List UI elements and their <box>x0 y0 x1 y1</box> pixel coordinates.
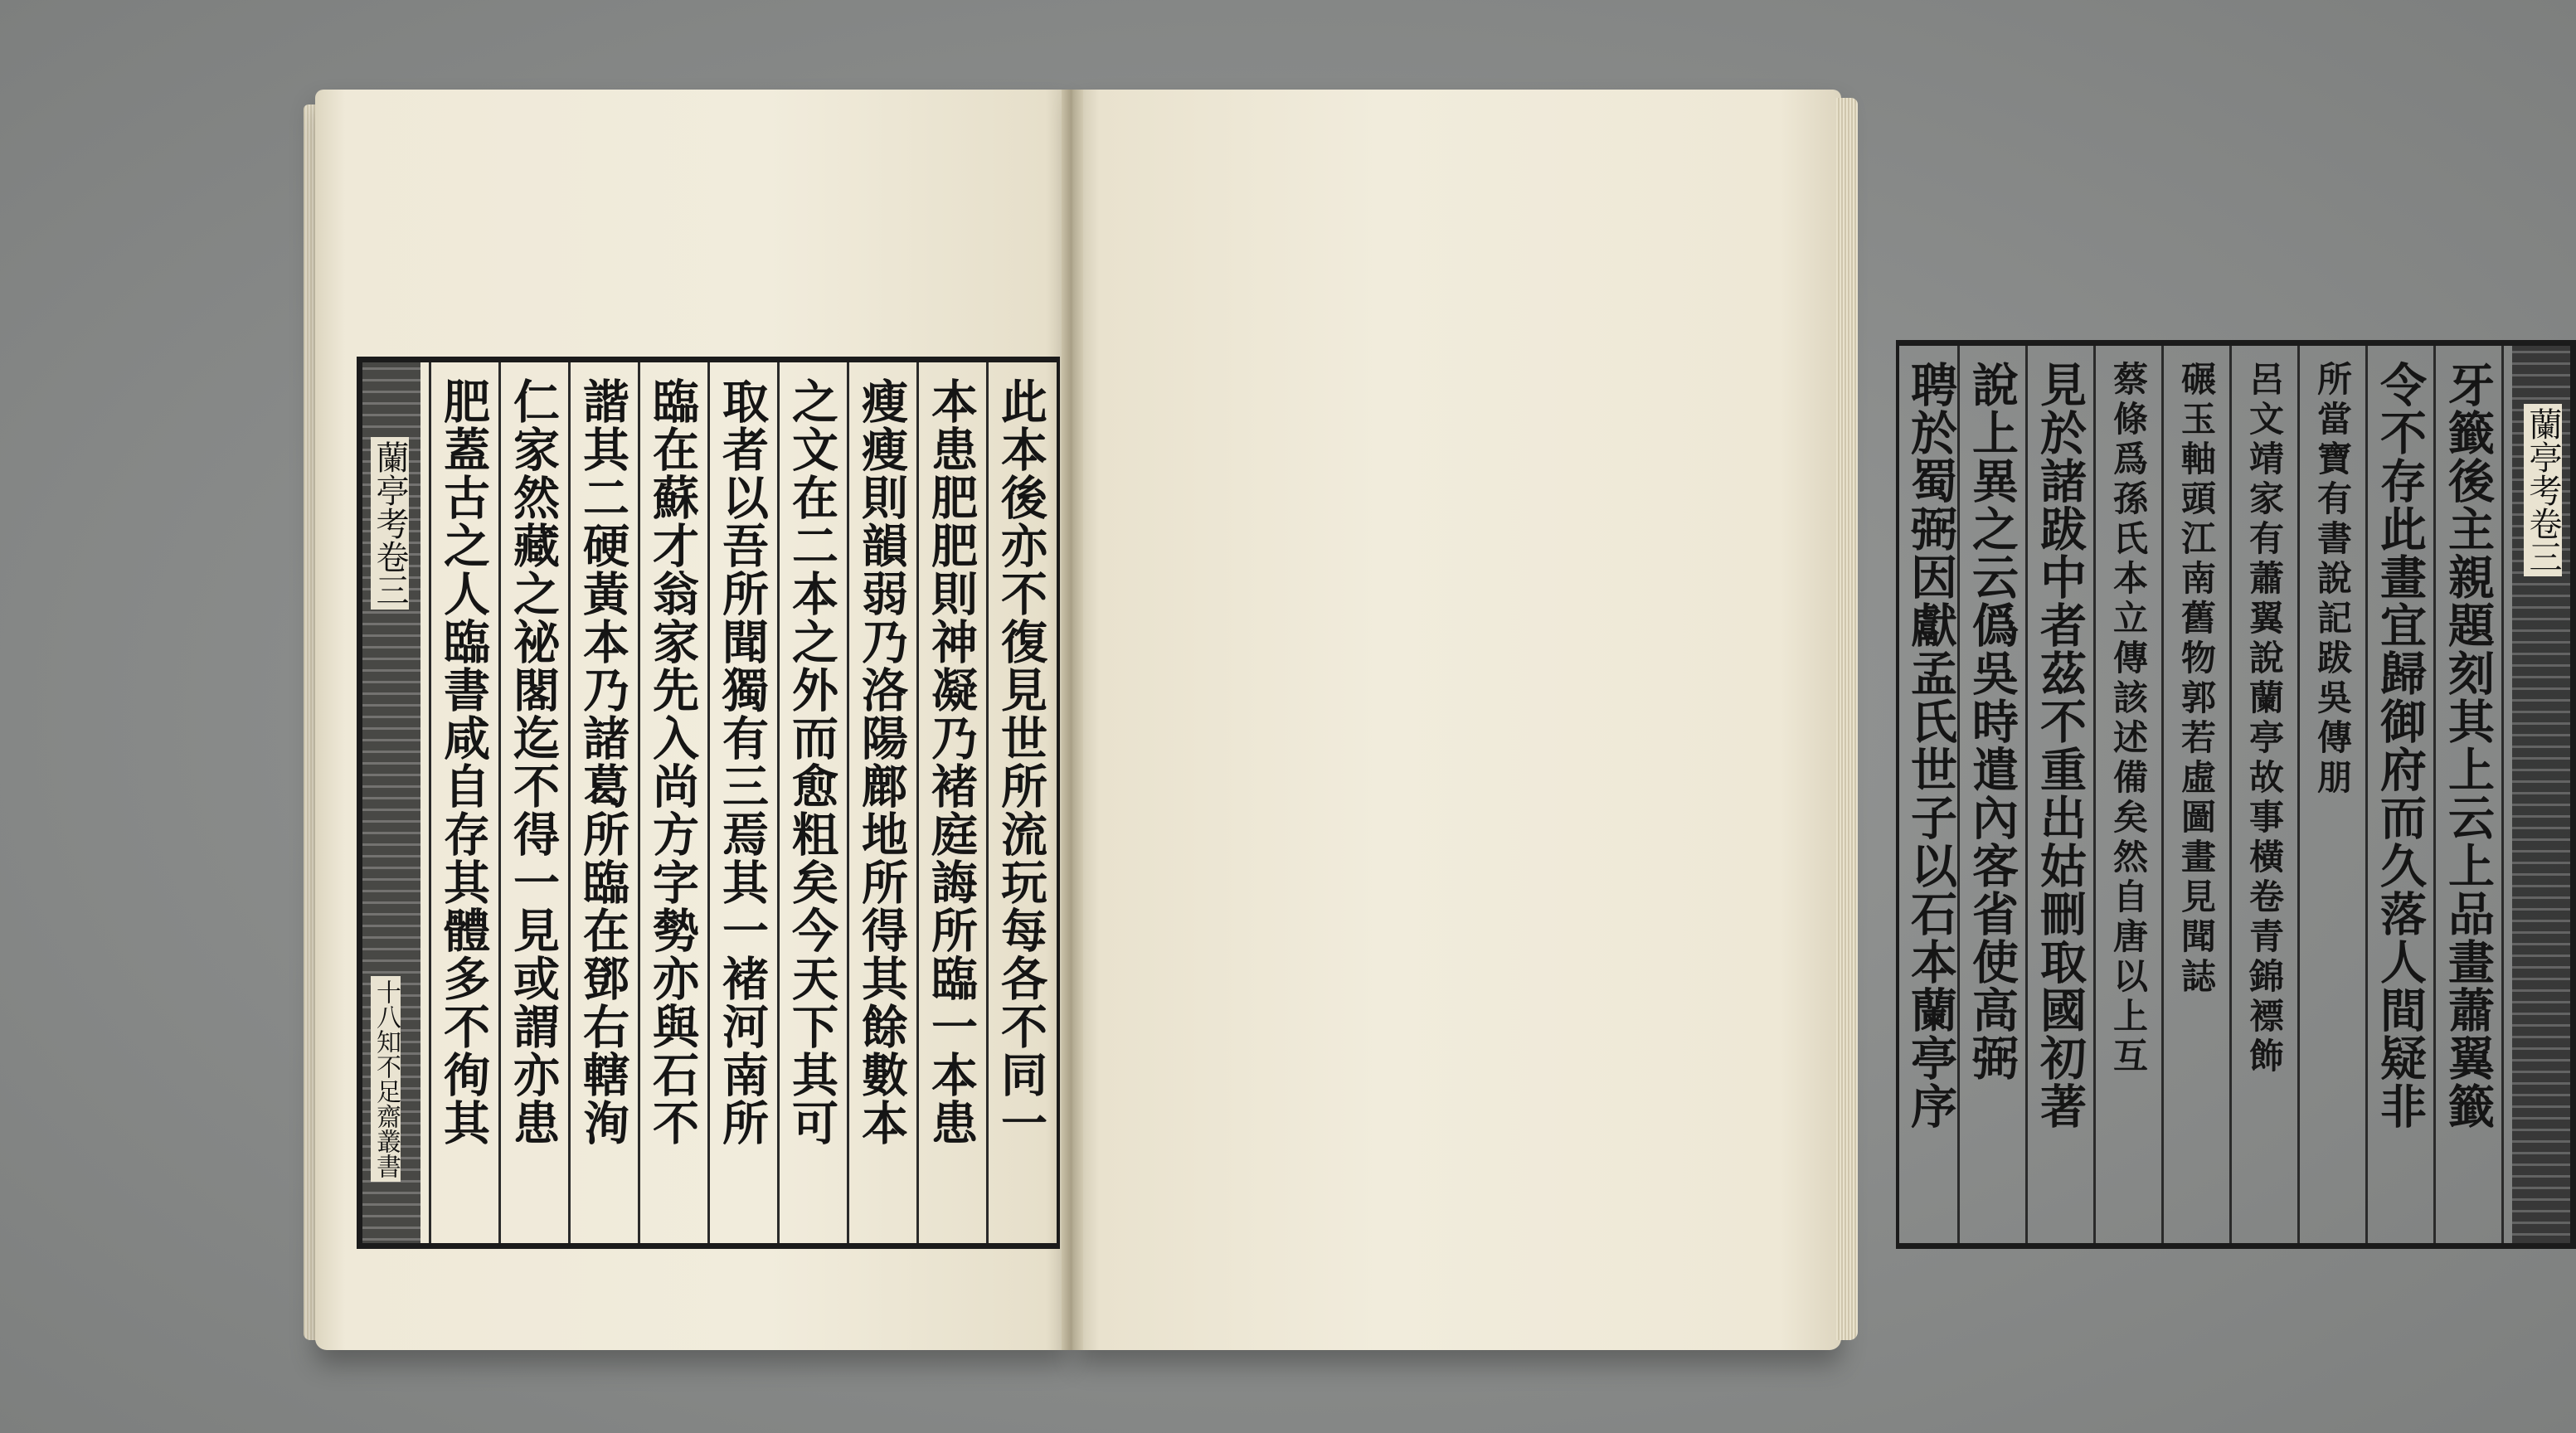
open-book <box>315 90 2562 1350</box>
left-column-6: 臨在蘇才翁家先入尚方字勢亦與石不 <box>645 377 700 1147</box>
right-column-7: 見於諸跋中者茲不重出姑刪取國初著 <box>2033 361 2088 1130</box>
right-column-8: 說上異之云僞吳時遣內客省使高弼 <box>1965 361 2019 1082</box>
left-footer: 十八知不足齋叢書 <box>371 976 401 1182</box>
left-column-9: 肥蓋古之人臨書咸自存其體多不徇其 <box>436 377 491 1147</box>
book-gutter <box>1062 90 1083 1350</box>
left-print-frame <box>357 357 1060 1249</box>
right-print-frame <box>1896 340 2576 1249</box>
left-column-2: 本患肥肥則神凝乃褚庭誨所臨一本患 <box>924 377 979 1147</box>
left-header: 蘭亭考卷三 <box>371 437 409 610</box>
left-column-7: 諧其二硬黃本乃諸葛所臨在鄧右轄洵 <box>576 377 630 1147</box>
right-column-3: 所當寶有書說記跋吳傳朋 <box>2312 361 2353 799</box>
right-column-6: 蔡條爲孫氏本立傳該述備矣然自唐以上互 <box>2108 361 2149 1077</box>
left-column-5: 取者以吾所聞獨有三焉其一褚河南所 <box>715 377 770 1147</box>
right-page <box>1077 90 2562 1350</box>
left-column-3: 瘦瘦則韻弱乃洛陽鄜地所得其餘數本 <box>854 377 909 1147</box>
right-column-5: 碾玉軸頭江南舊物郭若虛圖畫見聞誌 <box>2176 361 2217 998</box>
page-edges-right <box>1836 98 1858 1340</box>
left-column-1: 此本後亦不復見世所流玩每各不同一 <box>994 377 1048 1147</box>
left-column-4: 之文在二本之外而愈粗矣今天下其可 <box>785 377 839 1147</box>
right-column-9: 聘於蜀弼因獻孟氏世子以石本蘭亭序 <box>1903 361 1958 1130</box>
right-header: 蘭亭考卷三 <box>2524 404 2562 576</box>
right-column-4: 呂文靖家有蕭翼說蘭亭故事橫卷青錦褾飾 <box>2244 361 2285 1077</box>
left-column-8: 仁家然藏之祕閣迄不得一見或謂亦患 <box>506 377 561 1147</box>
right-column-2: 令不存此畫宜歸御府而久落人間疑非 <box>2373 361 2428 1130</box>
right-column-1: 牙籤後主親題刻其上云上品畫蕭翼籤 <box>2441 361 2496 1130</box>
left-page <box>315 90 1068 1350</box>
